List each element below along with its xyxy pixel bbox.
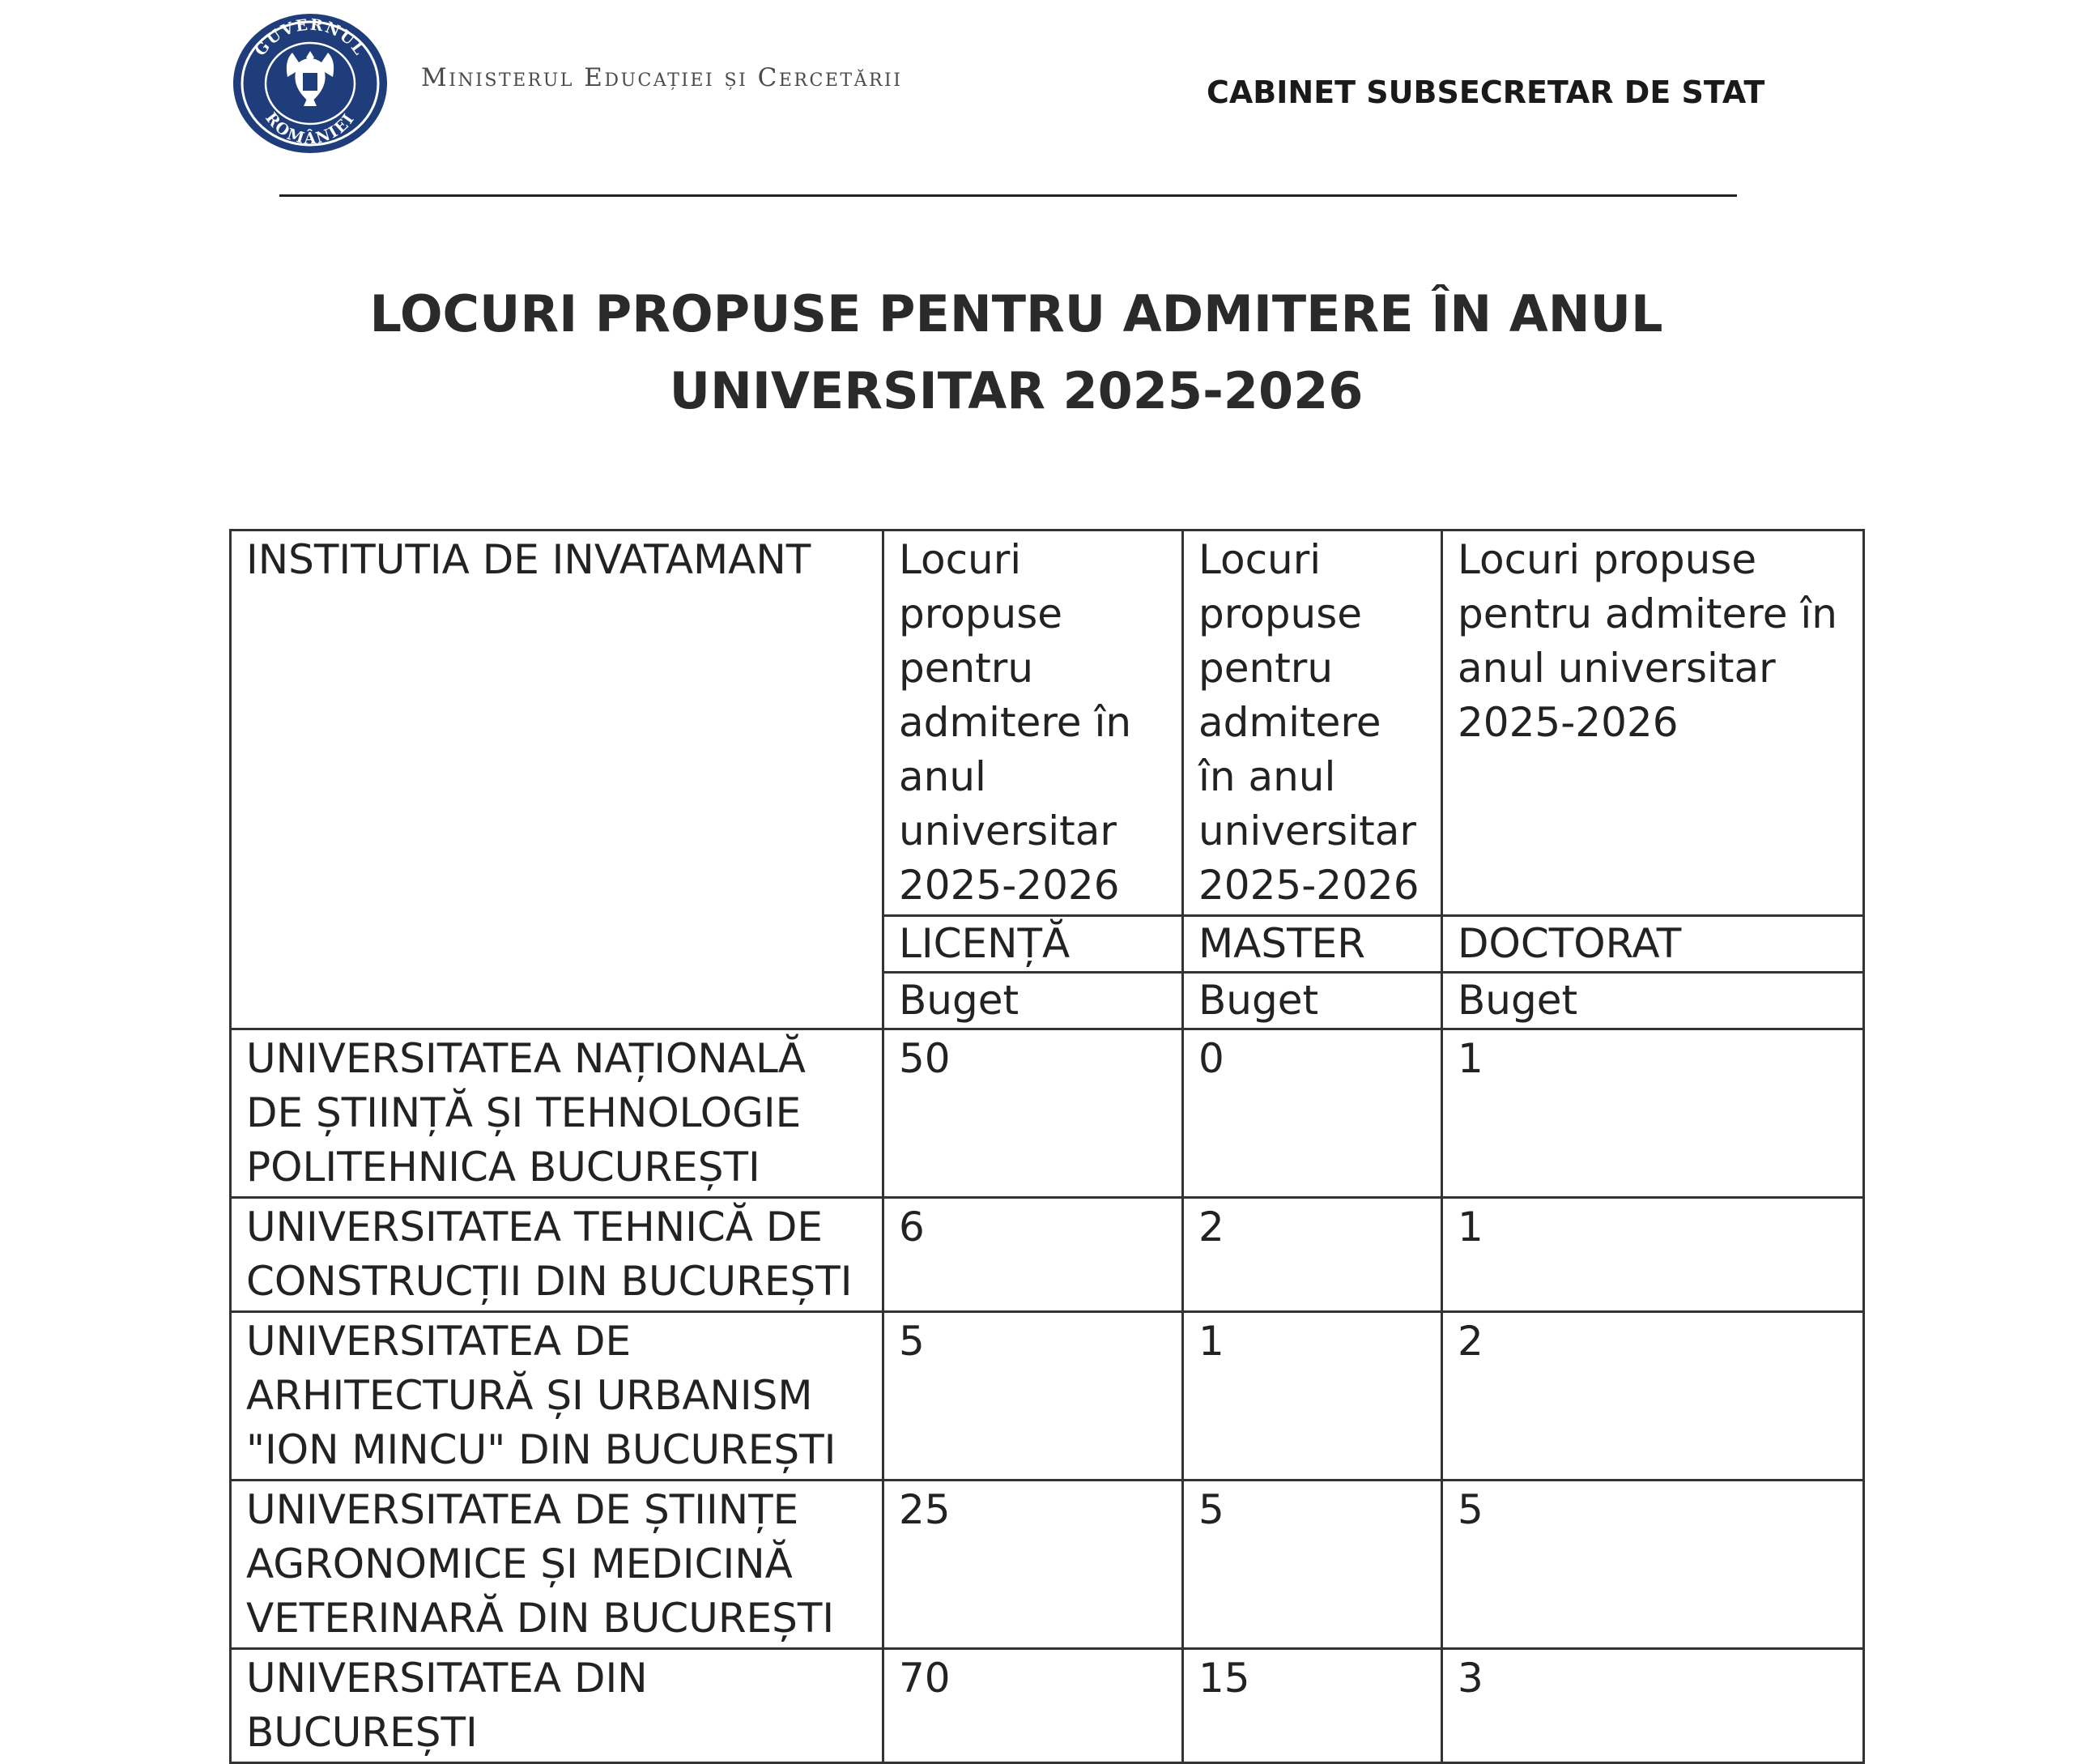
doctorat-cell: 2 [1442, 1312, 1864, 1481]
ministry-name: Ministerul Educației și Cercetării [421, 63, 903, 92]
institution-cell: UNIVERSITATEA DE ARHITECTURĂ ȘI URBANISM "ION MINCU" DIN BUCUREȘTI [231, 1312, 883, 1481]
master-cell: 5 [1183, 1481, 1442, 1649]
institution-cell: UNIVERSITATEA DE ȘTIINȚE AGRONOMICE ȘI MEDICINĂ VETERINARĂ DIN BUCUREȘTI [231, 1481, 883, 1649]
licenta-cell: 6 [883, 1198, 1183, 1312]
institution-cell: UNIVERSITATEA TEHNICĂ DE CONSTRUCȚII DIN BUCUREȘTI [231, 1198, 883, 1312]
doctorat-cell: 3 [1442, 1649, 1864, 1763]
table-row [231, 1481, 1864, 1649]
licenta-cell: 50 [883, 1029, 1183, 1198]
licenta-cell: 25 [883, 1481, 1183, 1649]
doctorat-cell: 1 [1442, 1029, 1864, 1198]
master-cell: 0 [1183, 1029, 1442, 1198]
title-line-2: UNIVERSITAR 2025-2026 [669, 361, 1364, 420]
table-row [231, 1312, 1864, 1481]
doctorat-cell: 1 [1442, 1198, 1864, 1312]
budget-master: Buget [1183, 973, 1442, 1029]
master-cell: 1 [1183, 1312, 1442, 1481]
level-doctorat: DOCTORAT [1442, 916, 1864, 973]
logo-text-bottom: ROMÂNIEI [262, 109, 359, 148]
document-header [0, 0, 2073, 211]
table-row [231, 1198, 1864, 1312]
logo-text-top: GUVERNUL [251, 15, 369, 60]
cabinet-name: CABINET SUBSECRETAR DE STAT [1207, 75, 1765, 110]
government-seal-logo [231, 12, 389, 154]
table-header-row [231, 530, 1864, 916]
header-doctorat: Locuri propuse pentru admitere în anul universitar 2025-2026 [1442, 530, 1864, 916]
level-master: MASTER [1183, 916, 1442, 973]
admission-table [229, 529, 1865, 1764]
header-master: Locuri propuse pentru admitere în anul universitar 2025-2026 [1183, 530, 1442, 916]
master-cell: 2 [1183, 1198, 1442, 1312]
institution-cell: UNIVERSITATEA NAȚIONALĂ DE ȘTIINȚĂ ȘI TEHNOLOGIE POLITEHNICA BUCUREȘTI [231, 1029, 883, 1198]
budget-licenta: Buget [883, 973, 1183, 1029]
table-row [231, 1029, 1864, 1198]
table-row [231, 1649, 1864, 1763]
licenta-cell: 5 [883, 1312, 1183, 1481]
institution-cell: UNIVERSITATEA DIN BUCUREȘTI [231, 1649, 883, 1763]
licenta-cell: 70 [883, 1649, 1183, 1763]
doctorat-cell: 5 [1442, 1481, 1864, 1649]
title-line-1: LOCURI PROPUSE PENTRU ADMITERE ÎN ANUL [369, 284, 1663, 343]
master-cell: 15 [1183, 1649, 1442, 1763]
budget-doctorat: Buget [1442, 973, 1864, 1029]
header-divider [279, 194, 1737, 197]
document-title [0, 275, 2033, 429]
level-licenta: LICENȚĂ [883, 916, 1183, 973]
header-licenta: Locuri propuse pentru admitere în anul universitar 2025-2026 [883, 530, 1183, 916]
header-institution: INSTITUTIA DE INVATAMANT [231, 530, 883, 1029]
admission-table-wrapper [229, 529, 1865, 1764]
